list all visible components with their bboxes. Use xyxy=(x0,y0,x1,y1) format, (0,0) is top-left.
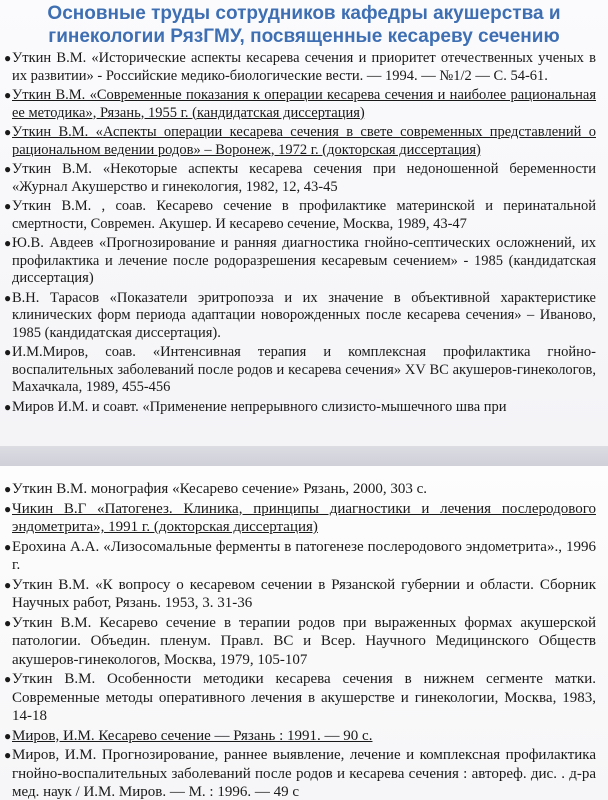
publication-text: Ю.В. Авдеев «Прогнозирование и ранняя диагностика гнойно-септических осложнений, их профилактика и лечение после родоразрешения кесаревым сечением» - 1985 (кандидатская диссертация) xyxy=(12,235,596,286)
list-item xyxy=(4,87,596,122)
publication-text: Миров, И.М. Кесарево сечение — Рязань : 1991. — 90 с. xyxy=(12,727,373,744)
bullet-icon: ● xyxy=(4,51,12,65)
bullet-icon: ● xyxy=(4,199,12,213)
bullet-icon: ● xyxy=(4,615,12,630)
publication-text: Уткин В.М. «Аспекты операции кесарева сечения в свете современных представлений о рациональном ведении родов» – Воронеж, 1972 г. (докторская диссертация) xyxy=(12,124,596,158)
publication-list-top xyxy=(0,50,608,416)
list-item xyxy=(4,398,596,417)
publication-text: Уткин В.М. «Современные показания к операции кесарева сечения и наиболее рациональная ее методика», Рязань, 1955 г. (кандидатская диссертация) xyxy=(12,87,596,121)
bullet-icon: ● xyxy=(4,577,12,592)
list-item xyxy=(4,500,596,537)
list-item xyxy=(4,124,596,159)
publication-text: Ерохина А.А. «Лизосомальные ферменты в патогенезе послеродового эндометрита»., 1996 г. xyxy=(12,538,596,573)
bullet-icon: ● xyxy=(4,345,12,359)
publication-text: Уткин В.М. «К вопросу о кесаревом сечении в Рязанской губернии и области. Сборник Научных работ, Рязань. 1953, 3. 31-36 xyxy=(12,576,596,611)
page-separator xyxy=(0,446,608,466)
publication-text: Уткин В.М. Кесарево сечение в терапии родов при выраженных формах акушерской патологии. Объедин. пленум. Правл. ВС и Всер. Научного Медицинского Обществ акушеров-гинекологов, Москва, 1979, 105-107 xyxy=(12,614,596,668)
bullet-icon: ● xyxy=(4,88,12,102)
list-item xyxy=(4,538,596,575)
publication-text: Уткин В.М. «Исторические аспекты кесарева сечения и приоритет отечественных ученых в их развитии» - Российские медико-биологические вести. — 1994. — №1/2 — С. 54-61. xyxy=(12,50,596,84)
list-item xyxy=(4,344,596,397)
list-item xyxy=(4,576,596,613)
publication-text: Уткин В.М. «Некоторые аспекты кесарева сечения при недоношенной беременности «Журнал Акушерство и гинекология, 1982, 12, 43-45 xyxy=(12,161,596,195)
bullet-icon: ● xyxy=(4,125,12,139)
publication-text: Миров И.М. и соавт. «Применение непрерывного слизисто-мышечного шва при xyxy=(12,398,507,415)
bullet-icon: ● xyxy=(4,748,12,762)
list-item xyxy=(4,161,596,196)
publication-text: Уткин В.М. монография «Кесарево сечение» Рязань, 2000, 303 с. xyxy=(12,481,428,497)
bullet-icon: ● xyxy=(4,672,12,686)
publication-text: И.М.Миров, соав. «Интенсивная терапия и комплексная профилактика гнойно-воспалительных заболеваний после родов и кесарева сечения» XV ВС акушеров-гинекологов, Махачкала, 1989, 455-456 xyxy=(12,344,596,395)
bullet-icon: ● xyxy=(4,236,12,250)
list-item xyxy=(4,198,596,233)
list-item xyxy=(4,614,596,670)
bullet-icon: ● xyxy=(4,501,12,516)
publication-text: Уткин В.М. Особенности методики кесарева сечения в нижнем сегменте матки. Современные методы оперативного лечения в акушерстве и гинекологии, Москва, 1983, 14-18 xyxy=(12,671,596,724)
bullet-icon: ● xyxy=(4,728,12,743)
bullet-icon: ● xyxy=(4,162,12,176)
bullet-icon: ● xyxy=(4,290,12,305)
list-item xyxy=(4,746,596,800)
bullet-icon: ● xyxy=(4,399,12,414)
list-item xyxy=(4,50,596,85)
list-item xyxy=(4,289,596,343)
list-item xyxy=(4,727,596,746)
lower-document-page xyxy=(0,466,608,800)
publication-list-bottom xyxy=(0,466,608,800)
page-title: Основные труды сотрудников кафедры акушерства и гинекологии РязГМУ, посвященные кесареву сечению xyxy=(47,3,561,47)
list-item xyxy=(4,480,596,499)
title-block xyxy=(0,0,608,50)
publication-text: Уткин В.М. , соав. Кесарево сечение в профилактике материнской и перинатальной смертности, Современ. Акушер. И кесарево сечение, Москва, 1989, 43-47 xyxy=(12,198,596,232)
publication-text: В.Н. Тарасов «Показатели эритропоэза и их значение в объективной характеристике клинических форм периода адаптации новорожденных после кесарева сечения» – Иваново, 1985 (кандидатская диссертация). xyxy=(12,289,596,341)
list-item xyxy=(4,235,596,288)
publication-text: Чикин В.Г «Патогенез. Клиника, принципы диагностики и лечения послеродового эндометрита», 1991 г. (докторская диссертация) xyxy=(12,500,596,535)
publication-text: Миров, И.М. Прогнозирование, раннее выявление, лечение и комплексная профилактика гнойно-воспалительных заболеваний после родов и кесарева сечения : автореф. дис. . д-ра мед. наук / И.М. Миров. — М. : 1996. — 49 с xyxy=(12,747,596,800)
bullet-icon: ● xyxy=(4,539,12,554)
bullet-icon: ● xyxy=(4,482,12,496)
list-item xyxy=(4,670,596,726)
